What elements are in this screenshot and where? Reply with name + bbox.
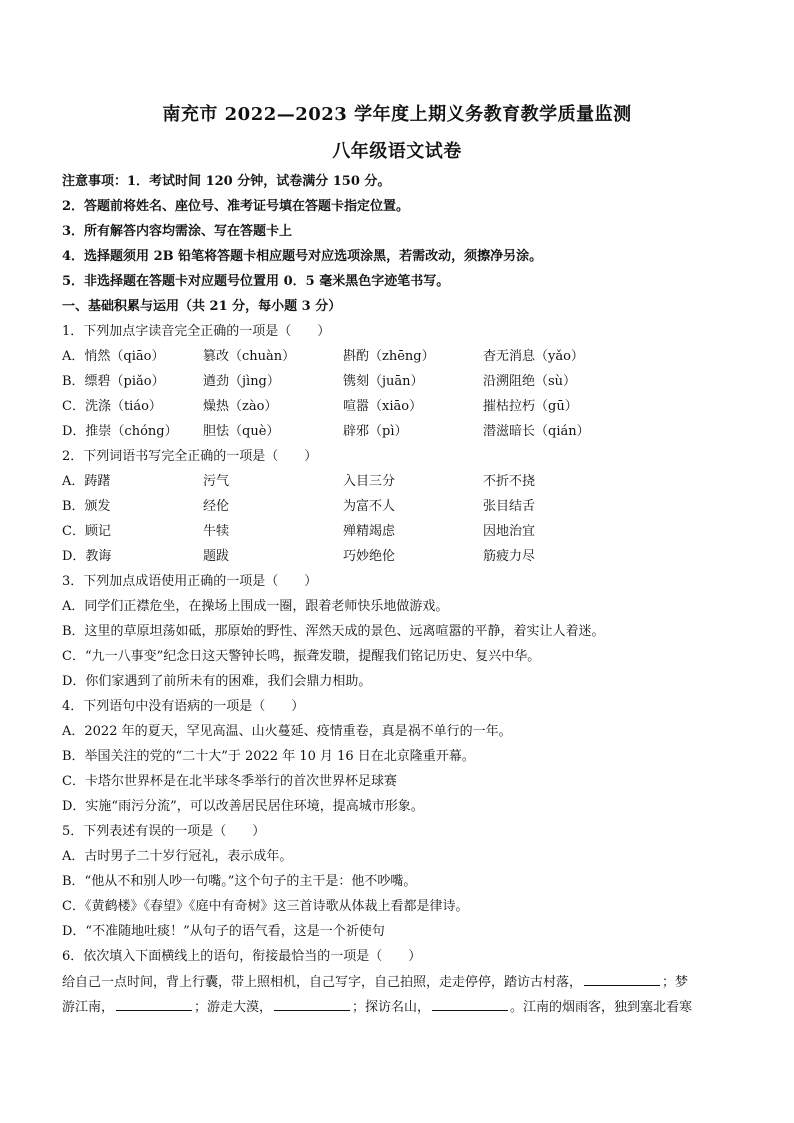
notice-line: 3．所有解答内容均需涂、写在答题卡上 (62, 224, 293, 239)
option-cell: 入目三分 (343, 474, 396, 489)
option-cell: 篡改（chuàn） (203, 349, 296, 364)
option-cell: 杳无消息（yǎo） (483, 349, 584, 364)
notice-line: 2．答题前将姓名、座位号、准考证号填在答题卡指定位置。 (62, 199, 410, 214)
option-cell: 摧枯拉朽（gū） (483, 399, 578, 414)
option-cell: 胆怯（què） (203, 424, 280, 439)
option-cell: 殚精竭虑 (343, 524, 396, 539)
option-line: B．这里的草原坦荡如砥，那原始的野性、浑然天成的景色、远离喧嚣的平静，着实让人着迷。 (62, 624, 605, 639)
passage-text: ；梦 (662, 975, 689, 990)
passage-line (62, 973, 754, 992)
option-cell: 为富不人 (343, 499, 396, 514)
option-cell: 镌刻（juān） (343, 374, 424, 389)
option-cell: D．推崇（chóng） (62, 424, 178, 439)
answer-blank (116, 998, 192, 1011)
option-cell: 潜滋暗长（qián） (483, 424, 590, 439)
option-line: A．古时男子二十岁行冠礼，表示成年。 (62, 849, 293, 864)
answer-blank (274, 998, 350, 1011)
option-cell: 燥热（zào） (203, 399, 278, 414)
option-cell: B．缥碧（piǎo） (62, 374, 165, 389)
option-cell: 不折不挠 (483, 474, 536, 489)
option-cell: 斟酌（zhēng） (343, 349, 435, 364)
question-stem: 3．下列加点成语使用正确的一项是（ ） (62, 574, 318, 589)
question-stem: 2．下列词语书写完全正确的一项是（ ） (62, 449, 318, 464)
option-cell: A．悄然（qiāo） (62, 349, 165, 364)
option-line: B．“他从不和别人吵一句嘴。”这个句子的主干是：他不吵嘴。 (62, 874, 417, 889)
option-cell: A．踌躇 (62, 474, 111, 489)
option-cell: 经伦 (203, 499, 230, 514)
page-subtitle: 八年级语文试卷 (332, 141, 462, 162)
question-stem: 1．下列加点字读音完全正确的一项是（ ） (62, 324, 331, 339)
option-cell: 题跋 (203, 549, 230, 564)
notice-line: 4．选择题须用 2B 铅笔将答题卡相应题号对应选项涂黑，若需改动，须擦净另涂。 (62, 249, 543, 264)
section-heading: 一、基础积累与运用（共 21 分，每小题 3 分） (62, 299, 342, 314)
option-cell: 辟邪（pì） (343, 424, 408, 439)
option-line: C．“九一八事变”纪念日这天警钟长鸣，振聋发聩，提醒我们铭记历史、复兴中华。 (62, 649, 541, 664)
option-line: A．2022 年的夏天，罕见高温、山火蔓延、疫情重卷，真是祸不单行的一年。 (62, 724, 512, 739)
passage-line (62, 998, 754, 1017)
option-line: D．“不准随地吐痰！”从句子的语气看，这是一个祈使句 (62, 924, 385, 939)
passage-text: ；探访名山， (352, 1000, 431, 1015)
option-cell: D．教诲 (62, 549, 112, 564)
passage-text: 游江南， (62, 1000, 115, 1015)
question-stem: 4．下列语句中没有语病的一项是（ ） (62, 699, 305, 714)
option-line: C．《黄鹤楼》《春望》《庭中有奇树》这三首诗歌从体裁上看都是律诗。 (62, 899, 469, 914)
notice-line: 注意事项：1．考试时间 120 分钟，试卷满分 150 分。 (62, 174, 391, 189)
notice-line: 5．非选择题在答题卡对应题号位置用 0．5 毫米黑色字迹笔书写。 (62, 274, 450, 289)
option-cell: 因地治宜 (483, 524, 536, 539)
passage-text: 。江南的烟雨客，独到塞北看寒 (510, 1000, 693, 1015)
option-line: C．卡塔尔世界杯是在北半球冬季举行的首次世界杯足球赛 (62, 774, 397, 789)
option-cell: 沿溯阻绝（sù） (483, 374, 577, 389)
option-cell: C．顾记 (62, 524, 111, 539)
option-cell: 张目结舌 (483, 499, 536, 514)
option-line: D．你们家遇到了前所未有的困难，我们会鼎力相助。 (62, 674, 372, 689)
question-stem: 6．依次填入下面横线上的语句，衔接最恰当的一项是（ ） (62, 949, 422, 964)
option-cell: 遒劲（jìng） (203, 374, 280, 389)
option-line: A．同学们正襟危坐，在操场上围成一圈，跟着老师快乐地做游戏。 (62, 599, 449, 614)
option-cell: 筋疲力尽 (483, 549, 536, 564)
option-cell: 巧妙绝伦 (343, 549, 396, 564)
option-line: B．举国关注的党的“二十大”于 2022 年 10 月 16 日在北京隆重开幕。 (62, 749, 475, 764)
passage-text: 给自己一点时间，背上行囊，带上照相机，自己写字，自己拍照，走走停停，踏访古村落， (62, 975, 583, 990)
page-title: 南充市 2022—2023 学年度上期义务教育教学质量监测 (162, 104, 632, 125)
answer-blank (432, 998, 508, 1011)
option-cell: 污气 (203, 474, 230, 489)
answer-blank (584, 973, 660, 986)
passage-text: ；游走大漠， (194, 1000, 273, 1015)
option-cell: C．洗涤（tiáo） (62, 399, 162, 414)
option-cell: 牛犊 (203, 524, 230, 539)
option-cell: B．颁发 (62, 499, 111, 514)
option-line: D．实施“雨污分流”，可以改善居民居住环境，提高城市形象。 (62, 799, 424, 814)
option-cell: 喧嚣（xiāo） (343, 399, 423, 414)
question-stem: 5．下列表述有误的一项是（ ） (62, 824, 266, 839)
